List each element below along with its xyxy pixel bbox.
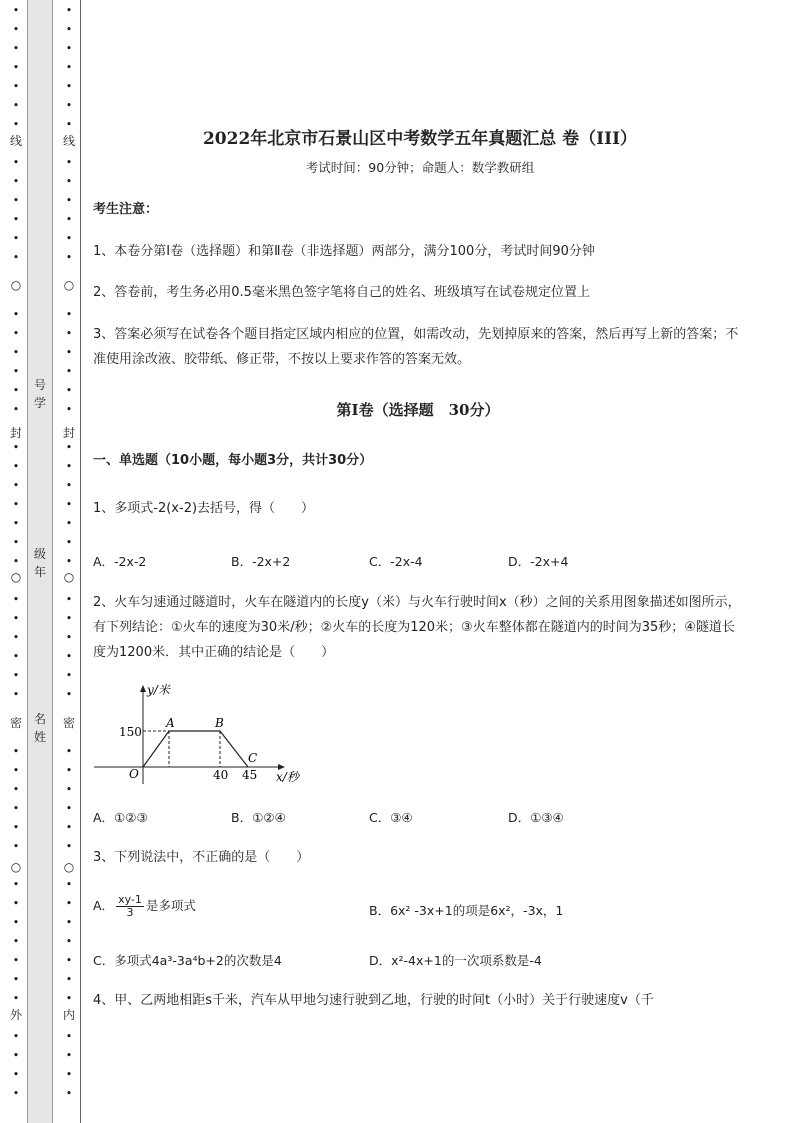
binding-dot: • bbox=[65, 764, 73, 777]
binding-dot: • bbox=[65, 555, 73, 568]
binding-dot: • bbox=[65, 897, 73, 910]
question-2-option-b: B．①②④ bbox=[231, 810, 286, 825]
question-1-option-b: B．-2x+2 bbox=[231, 554, 291, 569]
binding-dot: • bbox=[12, 1068, 20, 1081]
graph-x-tick-40: 40 bbox=[213, 768, 229, 782]
question-3-option-a bbox=[93, 894, 196, 919]
binding-dot: • bbox=[12, 346, 20, 359]
question-3-option-c: C．多项式4a³-3a⁴b+2的次数是4 bbox=[93, 953, 282, 968]
binding-dot: • bbox=[12, 840, 20, 853]
binding-dot: • bbox=[65, 213, 73, 226]
binding-dot: • bbox=[12, 118, 20, 131]
binding-dot: • bbox=[65, 536, 73, 549]
exam-title: 2022年北京市石景山区中考数学五年真题汇总 卷（III） bbox=[202, 129, 638, 149]
question-2-stem: 2、火车匀速通过隧道时，火车在隧道内的长度y（米）与火车行驶时间x（秒）之间的关系用图象描述如图所示，有下列结论：①火车的速度为30米/秒；②火车的长度为120米；③火车整体都在隧道内的时间为35秒；④隧道长度为1200米．其中正确的结论是（ ） bbox=[93, 595, 741, 660]
binding-dot: • bbox=[65, 327, 73, 340]
binding-dot: • bbox=[12, 403, 20, 416]
binding-dot: • bbox=[65, 42, 73, 55]
binding-dot: • bbox=[65, 99, 73, 112]
binding-dot: • bbox=[12, 973, 20, 986]
binding-dot: • bbox=[65, 783, 73, 796]
binding-dot: • bbox=[12, 1049, 20, 1062]
binding-dot: • bbox=[12, 479, 20, 492]
binding-dot: • bbox=[12, 498, 20, 511]
binding-dot: • bbox=[65, 460, 73, 473]
outer-char: 外 bbox=[9, 1008, 22, 1022]
binding-dot: • bbox=[65, 1068, 73, 1081]
binding-dot: • bbox=[12, 213, 20, 226]
binding-dot: • bbox=[12, 1087, 20, 1100]
inner-char: 封 bbox=[62, 426, 75, 440]
graph-x-tick-45: 45 bbox=[242, 768, 258, 782]
name-label: 名姓 bbox=[33, 712, 46, 744]
binding-dot: • bbox=[12, 555, 20, 568]
binding-dot: • bbox=[12, 251, 20, 264]
binding-dot: • bbox=[12, 4, 20, 17]
binding-dot: • bbox=[65, 441, 73, 454]
binding-dot: • bbox=[12, 802, 20, 815]
binding-dot: • bbox=[12, 821, 20, 834]
binding-dot: • bbox=[65, 403, 73, 416]
binding-dot: • bbox=[12, 992, 20, 1005]
binding-dot: • bbox=[65, 175, 73, 188]
binding-dot: • bbox=[12, 175, 20, 188]
binding-dot: • bbox=[12, 935, 20, 948]
inner-char: ○ bbox=[63, 278, 75, 292]
student-number-label: 号学 bbox=[33, 378, 46, 410]
binding-dot: • bbox=[65, 194, 73, 207]
binding-line bbox=[80, 0, 81, 1123]
part-heading: 一、单选题（10小题，每小题3分，共计30分） bbox=[93, 453, 373, 468]
binding-dot: • bbox=[65, 156, 73, 169]
binding-dot: • bbox=[12, 897, 20, 910]
binding-dot: • bbox=[65, 669, 73, 682]
binding-dot: • bbox=[65, 650, 73, 663]
binding-dot: • bbox=[65, 23, 73, 36]
binding-dot: • bbox=[65, 517, 73, 530]
binding-dot: • bbox=[12, 745, 20, 758]
notice-item-1: 1、本卷分第I卷（选择题）和第Ⅱ卷（非选择题）两部分，满分100分，考试时间90分钟 bbox=[93, 244, 595, 259]
binding-dot: • bbox=[12, 1030, 20, 1043]
binding-dot: • bbox=[65, 745, 73, 758]
notice-item-2: 2、答卷前，考生务必用0.5毫米黑色签字笔将自己的姓名、班级填写在试卷规定位置上 bbox=[93, 285, 590, 300]
question-3-option-d: D．x²-4x+1的一次项系数是-4 bbox=[369, 953, 542, 968]
outer-char: 线 bbox=[9, 134, 22, 148]
binding-dot: • bbox=[65, 954, 73, 967]
binding-dot: • bbox=[65, 232, 73, 245]
inner-char: 密 bbox=[62, 716, 75, 730]
binding-dot: • bbox=[12, 688, 20, 701]
binding-dot: • bbox=[12, 156, 20, 169]
graph-point-b: B bbox=[215, 716, 224, 730]
outer-char: 密 bbox=[9, 716, 22, 730]
question-2-graph bbox=[90, 680, 330, 790]
binding-dot: • bbox=[65, 935, 73, 948]
binding-dot: • bbox=[65, 631, 73, 644]
fraction-numerator: xy-1 bbox=[118, 893, 142, 906]
grade-label: 级年 bbox=[33, 547, 46, 579]
binding-dot: • bbox=[65, 118, 73, 131]
question-4-stem: 4、甲、乙两地相距s千米，汽车从甲地匀速行驶到乙地，行驶的时间t（小时）关于行驶速度v（千 bbox=[93, 993, 654, 1008]
binding-dot: • bbox=[12, 441, 20, 454]
binding-dot: • bbox=[65, 365, 73, 378]
outer-char: ○ bbox=[10, 860, 22, 874]
question-2-option-a: A．①②③ bbox=[93, 810, 148, 825]
binding-dot: • bbox=[65, 384, 73, 397]
binding-dot: • bbox=[65, 80, 73, 93]
binding-dot: • bbox=[65, 802, 73, 815]
graph-x-axis-label: x/秒 bbox=[276, 770, 299, 784]
binding-dot: • bbox=[12, 536, 20, 549]
binding-dot: • bbox=[12, 954, 20, 967]
binding-dot: • bbox=[12, 593, 20, 606]
question-1-option-a: A．-2x-2 bbox=[93, 554, 147, 569]
binding-dot: • bbox=[65, 61, 73, 74]
binding-dot: • bbox=[65, 992, 73, 1005]
option-a-suffix: 是多项式 bbox=[145, 898, 196, 913]
binding-dot: • bbox=[65, 1030, 73, 1043]
fraction bbox=[116, 894, 144, 919]
binding-dot: • bbox=[65, 688, 73, 701]
binding-dot: • bbox=[12, 517, 20, 530]
binding-dot: • bbox=[12, 23, 20, 36]
binding-dot: • bbox=[65, 251, 73, 264]
binding-dot: • bbox=[65, 1087, 73, 1100]
binding-dot: • bbox=[65, 479, 73, 492]
question-1-stem: 1、多项式-2(x-2)去括号，得（ ） bbox=[93, 501, 315, 516]
option-a-prefix: A． bbox=[93, 898, 115, 913]
graph-y-tick-150: 150 bbox=[119, 725, 142, 739]
binding-dot: • bbox=[65, 878, 73, 891]
binding-dot: • bbox=[12, 232, 20, 245]
binding-dot: • bbox=[65, 308, 73, 321]
binding-dot: • bbox=[12, 783, 20, 796]
question-1-option-c: C．-2x-4 bbox=[369, 554, 423, 569]
binding-dot: • bbox=[12, 61, 20, 74]
binding-dot: • bbox=[65, 498, 73, 511]
binding-dot: • bbox=[12, 650, 20, 663]
binding-dot: • bbox=[65, 840, 73, 853]
notice-item-3: 3、答案必须写在试卷各个题目指定区域内相应的位置，如需改动，先划掉原来的答案，然后再写上新的答案；不准使用涂改液、胶带纸、修正带，不按以上要求作答的答案无效。 bbox=[93, 327, 739, 367]
binding-dot: • bbox=[12, 669, 20, 682]
binding-dot: • bbox=[12, 384, 20, 397]
inner-char: 内 bbox=[62, 1008, 75, 1022]
section-title: 第I卷（选择题 30分） bbox=[336, 401, 500, 419]
inner-char: ○ bbox=[63, 570, 75, 584]
binding-dot: • bbox=[12, 878, 20, 891]
question-3-stem: 3、下列说法中，不正确的是（ ） bbox=[93, 850, 310, 865]
binding-dot: • bbox=[65, 4, 73, 17]
question-2-option-d: D．①③④ bbox=[508, 810, 564, 825]
binding-dot: • bbox=[12, 631, 20, 644]
graph-point-c: C bbox=[248, 751, 258, 765]
binding-dot: • bbox=[12, 80, 20, 93]
binding-dot: • bbox=[12, 365, 20, 378]
graph-point-a: A bbox=[166, 716, 175, 730]
binding-dot: • bbox=[65, 973, 73, 986]
question-3-option-b: B．6x² -3x+1的项是6x²，-3x，1 bbox=[369, 903, 564, 918]
binding-dot: • bbox=[65, 346, 73, 359]
binding-dot: • bbox=[12, 308, 20, 321]
fraction-denominator: 3 bbox=[126, 906, 134, 919]
question-2-option-c: C．③④ bbox=[369, 810, 413, 825]
binding-dot: • bbox=[12, 460, 20, 473]
binding-dot: • bbox=[65, 916, 73, 929]
binding-dot: • bbox=[12, 194, 20, 207]
binding-dot: • bbox=[65, 593, 73, 606]
inner-char: 线 bbox=[62, 134, 75, 148]
outer-char: ○ bbox=[10, 570, 22, 584]
binding-dot: • bbox=[65, 1049, 73, 1062]
binding-dot: • bbox=[12, 612, 20, 625]
graph-y-axis-label: y/米 bbox=[147, 683, 170, 697]
inner-char: ○ bbox=[63, 860, 75, 874]
binding-dot: • bbox=[12, 99, 20, 112]
binding-dot: • bbox=[65, 612, 73, 625]
binding-dot: • bbox=[12, 916, 20, 929]
outer-char: 封 bbox=[9, 426, 22, 440]
binding-dot: • bbox=[12, 42, 20, 55]
question-1-option-d: D．-2x+4 bbox=[508, 554, 569, 569]
exam-subtitle: 考试时间：90分钟；命题人：数学教研组 bbox=[305, 160, 535, 175]
binding-dot: • bbox=[65, 821, 73, 834]
binding-dot: • bbox=[12, 764, 20, 777]
graph-origin-label: O bbox=[129, 767, 139, 781]
notice-heading: 考生注意： bbox=[93, 202, 159, 217]
binding-dot: • bbox=[12, 327, 20, 340]
outer-char: ○ bbox=[10, 278, 22, 292]
